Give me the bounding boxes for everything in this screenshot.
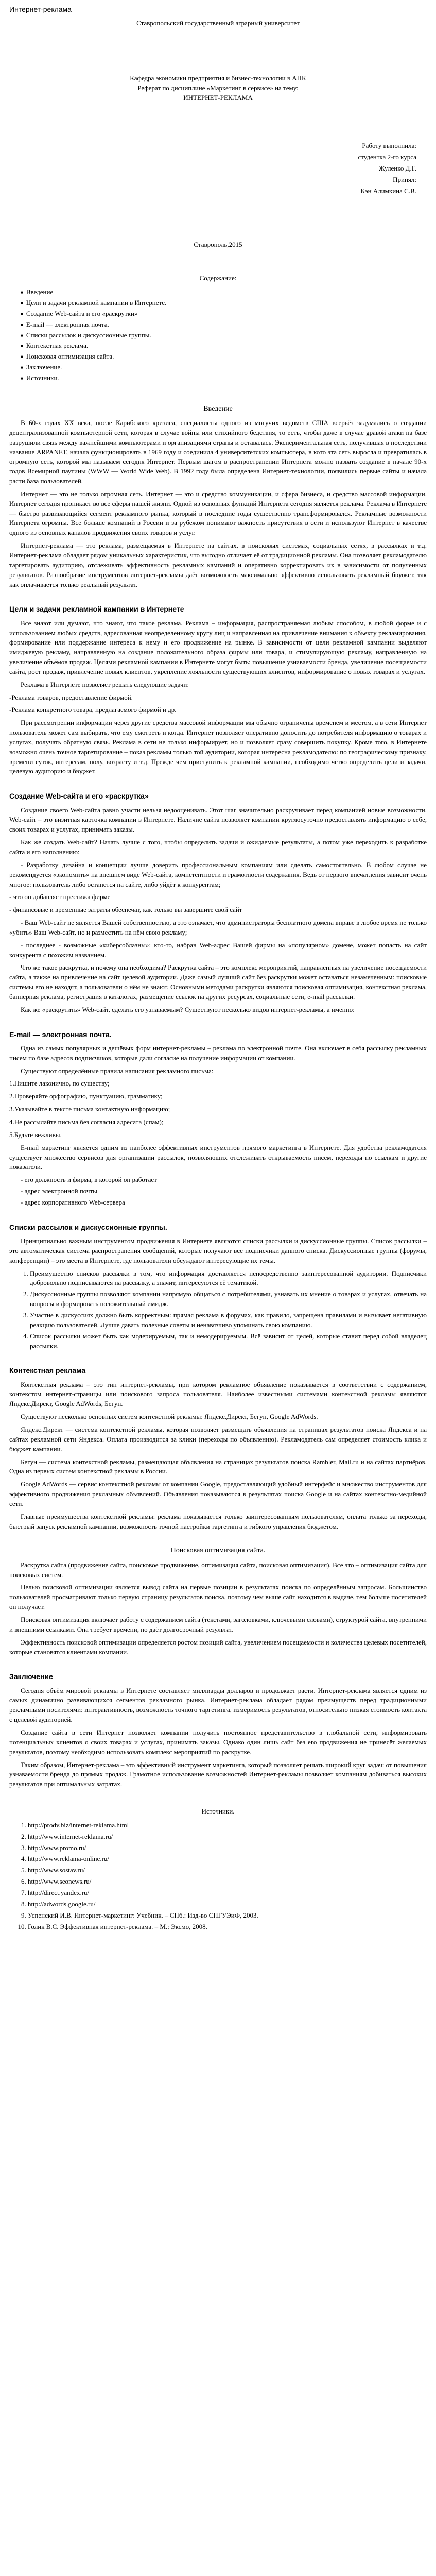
list-item: 1. Преимущество списков рассылки в том, что информация доставляется непосредственно заинтересованной аудитории. Подписчики добровольно подписываются на рассылку, а значит, интересуются её тематикой.	[30, 1269, 427, 1289]
paragraph: Целью поисковой оптимизации является вывод сайта на первые позиции в результатах поиска по определённым запросам. Большинство пользователей просматривают только первую страницу результатов поиска, поэтому чем выше сайт находится в выдаче, тем больше посетителей он получает.	[9, 1583, 427, 1611]
toc-item: ■ Создание Web-сайта и его «раскрутки»	[21, 309, 427, 319]
intro-heading: Введение	[203, 404, 233, 413]
rule-line: 3.Указывайте в тексте письма контактную информацию;	[9, 1105, 170, 1113]
topic-line: ИНТЕРНЕТ-РЕКЛАМА	[183, 93, 253, 101]
toc-item: ■ E-mail — электронная почта.	[21, 320, 427, 330]
toc-item: ■ Списки рассылок и дискуссионные группы.	[21, 331, 427, 341]
list-item: - адрес корпоративного Web-сервера	[21, 1198, 427, 1208]
author-line: студентка 2-го курса	[358, 153, 416, 161]
paragraph: Принципиально важным инструментом продвижения в Интернете являются списки рассылки и дискуссионные группы. Список рассылки – это автоматическая система распространения сообщений, которые получают все подписчики данного списка. Дискуссионные группы (форумы, конференции) – это места в Интернете, где пользователи обсуждают интересующие их темы.	[9, 1237, 427, 1264]
goals-heading: Цели и задачи рекламной кампании в Интернете	[9, 605, 184, 614]
university-name: Ставропольский государственный аграрный университет	[136, 19, 300, 27]
paragraph: Создание сайта в сети Интернет позволяет компании получить постоянное представительство в глобальной сети, информировать потенциальных клиентов о своих товарах и услугах, принимать заказы. Однако один лишь сайт без его продвижения не принесёт желаемых результатов, поэтому необходимо использовать комплекс мероприятий по раскрутке.	[9, 1728, 427, 1756]
sources-heading: Источники.	[201, 1807, 235, 1816]
paragraph: - финансовые и временные затраты обеспечат, как только вы завершите свой сайт	[9, 906, 242, 914]
source-item: 4. http://www.reklama-online.ru/	[28, 1854, 427, 1864]
author-line: Кэн Алимкина С.В.	[360, 187, 416, 195]
paragraph: Одна из самых популярных и дешёвых форм интернет-рекламы – реклама по электронной почте. Она включает в себя рассылку рекламных писем по базе адресов подписчиков, которые дали согласие на получение информации от компании.	[9, 1044, 427, 1062]
list-item: 3. Участие в дискуссиях должно быть корректным: прямая реклама в форумах, как правило, запрещена правилами и вызывает негативную реакцию пользователей. Лучше давать полезные советы и ненавязчиво упоминать свою компанию.	[30, 1311, 427, 1330]
contact-list	[9, 1175, 427, 1208]
paragraph: Поисковая оптимизация включает работу с содержанием сайта (текстами, заголовками, ключевыми словами), структурой сайта, внутренними и внешними ссылками. Она требует времени, но даёт долгосрочный результат.	[9, 1615, 427, 1633]
paragraph: Реклама в Интернете позволяет решать следующие задачи:	[21, 680, 189, 688]
paragraph: - Ваш Web-сайт не является Вашей собственностью, а это означает, что администраторы бесплатного домена вправе в любое время не только «убить» Ваш Web-сайт, но и разместить на нём свою рекламу;	[9, 919, 427, 936]
source-item: 5. http://www.sostav.ru/	[28, 1866, 427, 1875]
source-item: 8. http://adwords.google.ru/	[28, 1900, 427, 1909]
task-line: -Реклама конкретного товара, предлагаемого фирмой и др.	[9, 706, 177, 714]
department-name: Кафедра экономики предприятия и бизнес-технологии в АПК	[130, 74, 306, 82]
paragraph: - последнее - возможные «киберсоблазны»: кто-то, набрав Web-адрес Вашей фирмы на «популярном» домене, может попасть на сайт конкурента с похожим названием.	[9, 941, 427, 959]
author-line: Жуленко Д.Г.	[379, 164, 416, 172]
paragraph: Существуют несколько основных систем контекстной рекламы: Яндекс.Директ, Бегун, Google AdWords.	[21, 1413, 318, 1421]
contextual-heading: Контекстная реклама	[9, 1366, 86, 1375]
paragraph: Что же такое раскрутка, и почему она необходима? Раскрутка сайта – это комплекс мероприятий, направленных на увеличение посещаемости сайта, а также на привлечение на сайт целевой аудитории. Даже самый лучший сайт без раскрутки может оставаться незамеченным: поисковые системы его не находят, а пользователи о нём не знают. Основными методами раскрутки являются поисковая оптимизация, контекстная реклама, баннерная реклама, регистрация в каталогах, размещение ссылок на других ресурсах, социальные сети, e-mail рассылки.	[9, 963, 427, 1001]
mailing-heading: Списки рассылок и дискуссионные группы.	[9, 1223, 167, 1231]
paragraph: Существуют определённые правила написания рекламного письма:	[21, 1066, 214, 1075]
source-item: 7. http://direct.yandex.ru/	[28, 1888, 427, 1898]
contents-heading: Содержание:	[199, 274, 237, 282]
paragraph: Таким образом, Интернет-реклама – это эффективный инструмент маркетинга, который позволяет решать широкий круг задач: от повышения узнаваемости бренда до прямых продаж. Грамотное использование возможностей Интернет-рекламы позволяет компаниям добиваться высоких результатов при оптимальных затратах.	[9, 1760, 427, 1788]
author-line: Принял:	[393, 175, 416, 183]
website-heading: Создание Web-сайта и его «раскрутка»	[9, 792, 149, 801]
paragraph: Все знают или думают, что знают, что такое реклама. Реклама – информация, распространяемая любым способом, в любой форме и с использованием любых средств, адресованная неопределенному кругу лиц и направленная на привлечение внимания к объекту рекламирования, формирование или поддержание интереса к нему и его продвижение на рынке. В зависимости от цели рекламной кампании выделяют имиджевую рекламу, направленную на создание положительного образа фирмы или товара, и стимулирующую рекламу, направленную на увеличение объёмов продаж. Целями рекламной кампании в Интернете могут быть: повышение узнаваемости бренда, увеличение посещаемости сайта, рост продаж, привлечение новых клиентов, укрепление лояльности существующих клиентов, информирование о новых товарах и услугах.	[9, 619, 427, 675]
paragraph: Эффективность поисковой оптимизации определяется ростом позиций сайта, увеличением посещаемости и количества целевых посетителей, которые становятся клиентами компании.	[9, 1638, 427, 1656]
toc-item: ■ Заключение.	[21, 363, 427, 372]
source-item: 2. http://www.internet-reklama.ru/	[28, 1832, 427, 1842]
source-item: 10. Голик В.С. Эффективная интернет-реклама. – М.: Эксмо, 2008.	[28, 1922, 427, 1932]
list-item: - его должность и фирма, в которой он работает	[21, 1175, 427, 1185]
paragraph: - что он добавляет престижа фирме	[9, 893, 111, 901]
seo-heading: Поисковая оптимизация сайта.	[170, 1547, 266, 1555]
rule-line: 5.Будьте вежливы.	[9, 1130, 62, 1139]
toc-item: ■ Введение	[21, 287, 427, 297]
toc-item: ■ Цели и задачи рекламной кампании в Интернете.	[21, 298, 427, 308]
rule-line: 1.Пишите лаконично, по существу;	[9, 1079, 110, 1088]
paragraph: При рассмотрении информации через другие средства массовой информации мы обычно ограничены временем и местом, а в сети Интернет пользователь может сам выбирать, что ему смотреть и когда. Интернет позволяет оперативно доносить до потребителя информацию о товарах и услугах, получать обратную связь. Реклама в сети не только информирует, но и позволяет сразу совершить покупку. Кроме того, в Интернете возможно очень точное таргетирование – показ рекламы только той аудитории, которая интересна рекламодателю: по географическому признаку, времени суток, интересам, полу, возрасту и т.д. Прежде чем приступить к рекламной кампании, необходимо чётко определить цели и задачи, целевую аудиторию и бюджет.	[9, 719, 427, 775]
list-item: 4. Список рассылки может быть как модерируемым, так и немодерируемым. Всё зависит от целей, которые ставит перед собой владелец рассылки.	[30, 1332, 427, 1351]
paragraph: Контекстная реклама – это тип интернет-рекламы, при котором рекламное объявление показывается в соответствии с содержанием, контекстом интернет-страницы или поискового запроса пользователя. Наиболее известными системами контекстной рекламы являются Яндекс.Директ, Google AdWords, Бегун.	[9, 1380, 427, 1408]
paragraph: Раскрутка сайта (продвижение сайта, поисковое продвижение, оптимизация сайта, поисковая оптимизация). Все это – оптимизация сайта для поисковых систем.	[9, 1561, 427, 1579]
paragraph: - Разработку дизайна и концепции лучше доверить профессиональным компаниям или сделать самостоятельно. В любом случае не рекомендуется «экономить» на внешнем виде Web-сайта, компетентности и грамотности содержания. Ведь от первого впечатления зависит очень многое: пользователь либо останется на сайте, либо уйдёт к конкурентам;	[9, 860, 427, 888]
source-item: 9. Успенский И.В. Интернет-маркетинг: Учебник. – СПб.: Изд-во СПГУЭиФ, 2003.	[28, 1911, 427, 1921]
mailing-list	[9, 1269, 427, 1351]
document-title: Интернет-реклама	[9, 5, 72, 13]
toc-item: ■ Источники.	[21, 374, 427, 383]
table-of-contents	[9, 287, 427, 383]
paragraph: Бегун — система контекстной рекламы, размещающая объявления на страницах результатов поиска Rambler, Mail.ru и на сайтах партнёров. Одна из первых систем контекстной рекламы в России.	[9, 1458, 427, 1476]
source-item: 6. http://www.seonews.ru/	[28, 1877, 427, 1887]
paragraph: Интернет — это не только огромная сеть. Интернет — это и средство коммуникации, и сфера бизнеса, и средство массовой информации. Интернет сегодня проникает во все сферы нашей жизни. Одной из основных функций Интернета сегодня является реклама. Реклама в Интернете — быстро развивающийся сегмент рекламного рынка, который в последние годы существенно трансформировался. Рекламные возможности Интернета огромны. Все больше компаний в России и за рубежом понимают важность присутствия в сети и используют Интернет в качестве одного из основных каналов продвижения своих товаров и услуг.	[9, 489, 427, 537]
paragraph: Сегодня объём мировой рекламы в Интернете составляет миллиарды долларов и продолжает расти. Интернет-реклама является одним из самых динамично развивающихся сегментов рекламного рынка. Интернет-реклама обладает рядом преимуществ перед традиционными рекламными носителями: интерактивность, возможность точного таргетинга, измеримость результатов, относительно низкая стоимость контакта с целевой аудиторией.	[9, 1686, 427, 1724]
toc-item: ■ Контекстная реклама.	[21, 341, 427, 351]
toc-item: ■ Поисковая оптимизация сайта.	[21, 352, 427, 362]
paragraph: Главные преимущества контекстной рекламы: реклама показывается только заинтересованным пользователям, оплата только за переходы, быстрый запуск рекламной кампании, возможность точной настройки таргетинга и гибкого управления бюджетом.	[9, 1512, 427, 1530]
title-page	[9, 19, 427, 253]
list-item: 2. Дискуссионные группы позволяют компании напрямую общаться с потребителями, узнавать их мнение о товарах и услугах, отвечать на вопросы и формировать положительный имидж.	[30, 1290, 427, 1309]
conclusion-heading: Заключение	[9, 1672, 53, 1681]
paragraph: Интернет-реклама — это реклама, размещаемая в Интернете на сайтах, в поисковых системах, социальных сетях, в рассылках и т.д. Интернет-реклама обладает рядом уникальных характеристик, что выгодно отличает её от традиционной рекламы. Она позволяет рекламодателю таргетировать аудиторию, отслеживать эффективность рекламных кампаний и оперативно корректировать их в зависимости от полученных результатов. Разнообразие инструментов интернет-рекламы даёт возможность максимально эффективно использовать рекламный бюджет, так как оплачивается только реальный результат.	[9, 541, 427, 588]
rule-line: 2.Проверяйте орфографию, пунктуацию, грамматику;	[9, 1092, 163, 1100]
source-item: 1. http://prodv.biz/internet-reklama.html	[28, 1821, 427, 1831]
paragraph: Создание своего Web-сайта равно участи нельзя недооценивать. Этот шаг значительно раскручивает перед компанией новые возможности. Web-сайт – это визитная карточка компании в Интернете. Наличие сайта позволяет компании круглосуточно предоставлять информацию о себе, своих товарах и услугах, принимать заказы.	[9, 806, 427, 834]
email-heading: E-mail — электронная почта.	[9, 1030, 112, 1039]
paragraph: Google AdWords — сервис контекстной рекламы от компании Google, предоставляющий удобный интерфейс и множество инструментов для эффективного продвижения рекламных объявлений. Объявления показываются в результатах поиска Google и на сайтах контекстно-медийной сети.	[9, 1480, 427, 1507]
task-line: -Реклама товаров, предоставление фирмой.	[9, 693, 133, 701]
paragraph: Как же создать Web-сайт? Начать лучше с того, чтобы определить задачи и ожидаемые результаты, а потом уже переходить к разработке сайта и его наполнению:	[9, 838, 427, 856]
list-item: - адрес электронной почты	[21, 1187, 427, 1196]
source-item: 3. http://www.promo.ru/	[28, 1843, 427, 1853]
paragraph: E-mail маркетинг является одним из наиболее эффективных инструментов прямого маркетинга в Интернете. Для удобства рекламодателя существует множество сервисов для организации рассылок, позволяющих отслеживать открываемость писем, переходы по ссылкам и другие показатели.	[9, 1143, 427, 1171]
city-year: Ставрополь,2015	[194, 241, 242, 249]
paragraph: В 60-х годах XX века, после Карибского кризиса, специалисты одного из могучих ведомств США всерьёз задумались о создании децентрализованной компьютерной сети, которая в случае войны или стихийного бедствия, то есть, чтобы даже в случае gравой атаки на базе разрушили связь между важнейшими компьютерами и организациями страны и оставалась. Экспериментальная сеть, получившая в последствии название ARPANET, начала функционировать в 1969 году и соединила 4 университетских компьютера, в кото эта сеть выросла и превратилась в огромную сеть, которой мы называем сегодня Интернет. Первым шагом в распространении Интернета можно назвать создание в начале 90-х годов Всемирной паутины (WWW — World Wide Web). В 1992 году была определена Интернет-технологии, появились первые сайты и начала расти база пользователей.	[9, 419, 427, 485]
author-line: Работу выполнила:	[362, 142, 416, 150]
paragraph: Яндекс.Директ — система контекстной рекламы, которая позволяет размещать объявления на страницах результатов поиска Яндекса и на сайтах рекламной сети Яндекса. Оплата производится за клики (переходы по объявлению). Рекламодатель сам определяет стоимость клика и бюджет кампании.	[9, 1426, 427, 1453]
rule-line: 4.Не рассылайте письма без согласия адресата (спам);	[9, 1118, 164, 1126]
subject-line: Реферат по дисциплине «Маркетинг в сервисе» на тему:	[137, 83, 299, 92]
author-block	[358, 141, 416, 197]
paragraph: Как же «раскрутить» Web-сайт, сделать его узнаваемым? Существуют несколько видов интернет-рекламы, а именно:	[21, 1005, 355, 1013]
sources-list	[9, 1821, 427, 1931]
